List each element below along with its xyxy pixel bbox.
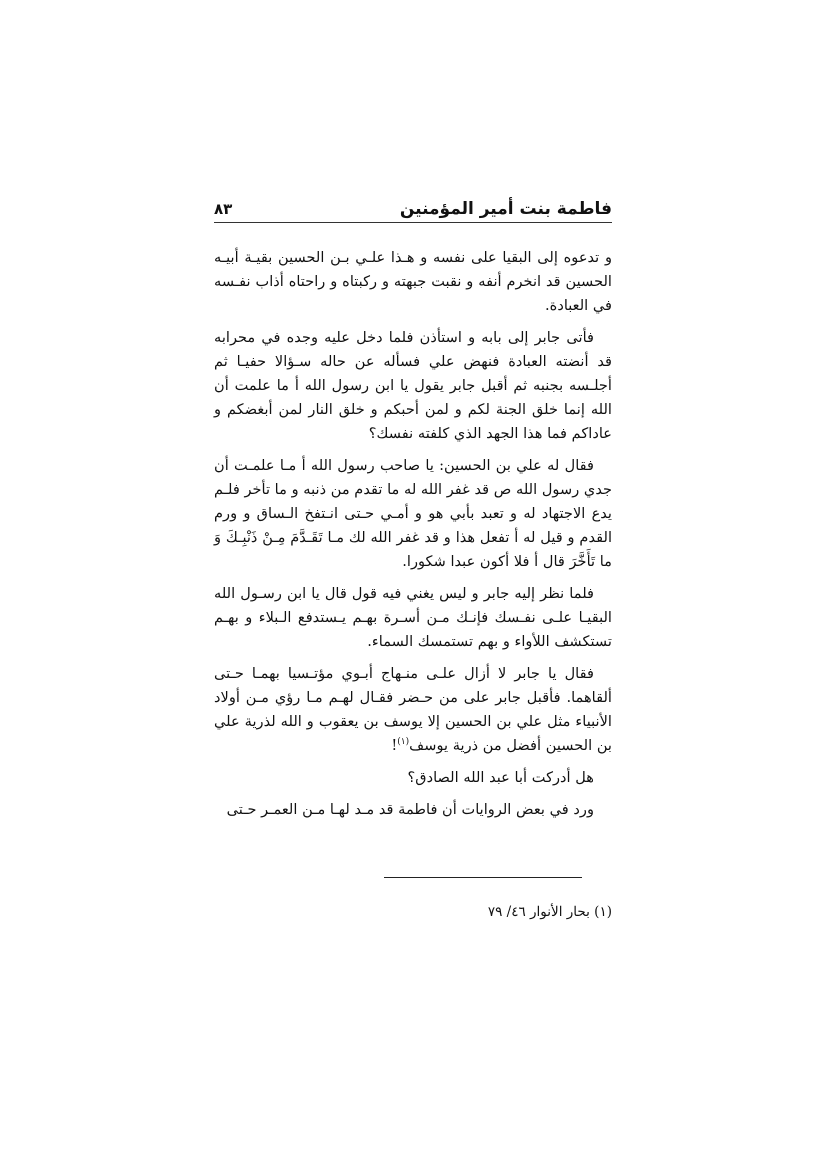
paragraph-text: فقال يا جابر لا أزال علـى منـهاج أبـوي مؤتـسيا بهمـا حـتى ألقاهما. فأقبل جابر على من حـضر فقـال لهـم مـا رؤي مـن أولاد الأنبياء مثل علي بن الحسين إلا يوسف بن يعقوب و الله لذرية علي بن الحسين أفضل من ذرية يوسف bbox=[214, 665, 612, 754]
running-header bbox=[214, 190, 612, 220]
footnote: (١) بحار الأنوار ٤٦/ ٧٩ bbox=[487, 904, 612, 920]
paragraph-tail: ! bbox=[391, 737, 398, 754]
paragraph bbox=[214, 662, 612, 758]
footnote-divider bbox=[384, 877, 582, 878]
body-text bbox=[214, 246, 612, 822]
paragraph: فلما نظر إليه جابر و ليس يغني فيه قول قال يا ابن رسـول الله البقيـا علـى نفـسك فإنـك مـن أسـرة بهـم يـستدفع الـبلاء و بهـم تستكشف اللأواء و بهم تستمسك السماء. bbox=[214, 585, 612, 650]
running-title: فاطمة بنت أمير المؤمنين bbox=[399, 199, 612, 219]
paragraph: هل أدركت أبا عبد الله الصادق؟ bbox=[407, 769, 594, 786]
page-number: ٨٣ bbox=[214, 200, 233, 218]
paragraph: فأتى جابر إلى بابه و استأذن فلما دخل عليه وجده في محرابه قد أنضته العبادة فنهض علي فسأله عن حاله سـؤالا حفيـا ثم أجلـسه بجنبه ثم أقبل جابر يقول يا ابن رسول الله أ ما علمت أن الله إنما خلق الجنة لكم و لمن أحبكم و خلق النار لمن أبغضكم و عاداكم فما هذا الجهد الذي كلفته نفسك؟ bbox=[214, 329, 612, 442]
paragraph: و تدعوه إلى البقيا على نفسه و هـذا علـي بـن الحسين بقيـة أبيـه الحسين قد انخرم أنفه و نقبت جبهته و ركبتاه و راحتاه أذاب نفـسه في العبادة. bbox=[214, 249, 612, 314]
header-divider bbox=[214, 222, 612, 223]
paragraph: ورد في بعض الروايات أن فاطمة قد مـد لهـا مـن العمـر حـتى bbox=[226, 801, 594, 818]
footnote-reference[interactable]: (١) bbox=[397, 737, 410, 748]
paragraph: فقال له علي بن الحسين: يا صاحب رسول الله أ مـا علمـت أن جدي رسول الله ص قد غفر الله له ما تقدم من ذنبه و ما تأخر فلـم يدع الاجتهاد له و تعبد بأبي هو و أمـي حـتى انـتفخ الـساق و ورم القدم و قيل له أ تفعل هذا و قد غفر الله لك مـا تَقَـدَّمَ مِـنْ ذَنْبِـكَ وَ ما تَأَخَّرَ قال أ فلا أكون عبدا شكورا. bbox=[214, 457, 612, 570]
